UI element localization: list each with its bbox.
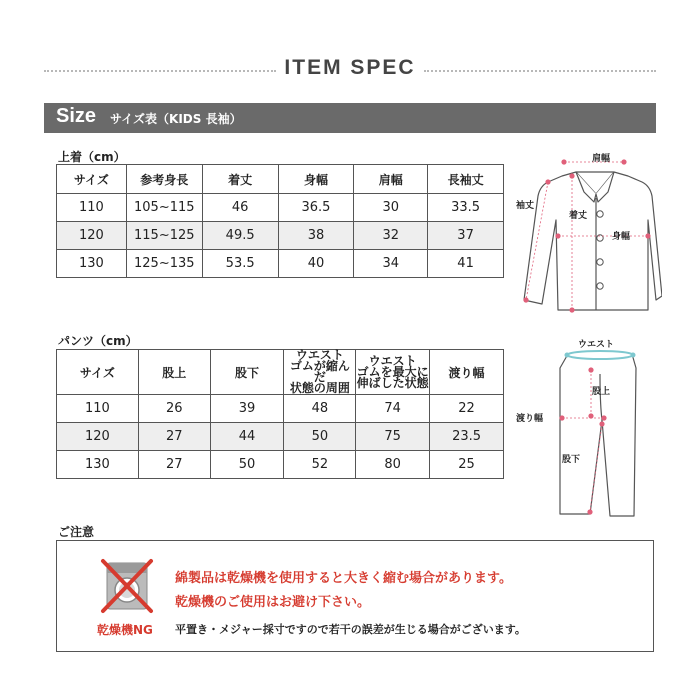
- width-label: 身幅: [612, 232, 631, 242]
- table-cell: 33.5: [428, 194, 504, 222]
- pants-size-table: [56, 349, 504, 479]
- dryer-prohibited-icon: [99, 557, 155, 615]
- pants-outline: [560, 354, 636, 516]
- table-row: [57, 250, 504, 278]
- tops-size-table: [56, 164, 504, 278]
- table-cell: 22: [430, 395, 504, 423]
- page-title: ITEM SPEC: [284, 56, 416, 79]
- column-header: ウエスト ゴムを最大に 伸ばした状態: [356, 350, 430, 395]
- rise-label: 股上: [592, 387, 611, 397]
- inseam-label: 股下: [562, 455, 581, 465]
- table-cell: 125~135: [126, 250, 202, 278]
- column-header: サイズ: [57, 350, 139, 395]
- table-cell: 48: [284, 395, 356, 423]
- table-cell: 120: [57, 222, 127, 250]
- table-cell: 25: [430, 451, 504, 479]
- table-cell: 50: [284, 423, 356, 451]
- table-cell: 80: [356, 451, 430, 479]
- waistband-marker: [567, 351, 633, 359]
- table-cell: 53.5: [202, 250, 278, 278]
- table-cell: 36.5: [278, 194, 354, 222]
- table-cell: 74: [356, 395, 430, 423]
- warning-line-2: 乾燥機のご使用はお避け下さい。: [175, 595, 371, 610]
- tops-caption: 上着（cm）: [58, 150, 126, 164]
- button-dot: [597, 259, 603, 265]
- table-cell: 120: [57, 423, 139, 451]
- section-header: [0, 52, 700, 88]
- header-divider-left: [44, 70, 276, 72]
- table-cell: 44: [210, 423, 284, 451]
- warning-line-1: 綿製品は乾燥機を使用すると大きく縮む場合があります。: [175, 571, 512, 586]
- measurement-note: 平置き・メジャー採寸ですので若干の誤差が生じる場合がございます。: [175, 623, 526, 636]
- table-cell: 105~115: [126, 194, 202, 222]
- table-cell: 130: [57, 451, 139, 479]
- table-row: [57, 451, 504, 479]
- thigh-label: 渡り幅: [516, 414, 544, 424]
- table-cell: 34: [354, 250, 428, 278]
- column-header: 着丈: [202, 165, 278, 194]
- notice-box: [56, 540, 654, 652]
- table-cell: 39: [210, 395, 284, 423]
- pants-diagram: [514, 334, 654, 520]
- table-header-row: [57, 165, 504, 194]
- table-row: [57, 222, 504, 250]
- shoulder-label: 肩幅: [592, 154, 611, 164]
- table-cell: 41: [428, 250, 504, 278]
- column-header: 股上: [138, 350, 210, 395]
- column-header: 参考身長: [126, 165, 202, 194]
- length-label: 着丈: [569, 211, 588, 221]
- table-cell: 40: [278, 250, 354, 278]
- column-header: 肩幅: [354, 165, 428, 194]
- table-cell: 110: [57, 194, 127, 222]
- column-header: 股下: [210, 350, 284, 395]
- table-cell: 52: [284, 451, 356, 479]
- dryer-ng-label: 乾燥機NG: [97, 623, 153, 637]
- table-row: [57, 395, 504, 423]
- table-cell: 130: [57, 250, 127, 278]
- table-cell: 27: [138, 423, 210, 451]
- waist-label: ウエスト: [578, 340, 615, 350]
- table-cell: 27: [138, 451, 210, 479]
- table-cell: 32: [354, 222, 428, 250]
- table-cell: 38: [278, 222, 354, 250]
- table-cell: 26: [138, 395, 210, 423]
- table-header-row: [57, 350, 504, 395]
- column-header: ウエスト ゴムが縮んだ 状態の周囲: [284, 350, 356, 395]
- table-cell: 23.5: [430, 423, 504, 451]
- table-cell: 50: [210, 451, 284, 479]
- column-header: 長袖丈: [428, 165, 504, 194]
- column-header: 渡り幅: [430, 350, 504, 395]
- table-row: [57, 194, 504, 222]
- size-heading: Size: [56, 105, 97, 127]
- table-row: [57, 423, 504, 451]
- size-section-bar: [44, 103, 656, 133]
- shirt-diagram: [512, 150, 662, 320]
- column-header: サイズ: [57, 165, 127, 194]
- table-cell: 37: [428, 222, 504, 250]
- table-cell: 49.5: [202, 222, 278, 250]
- table-cell: 110: [57, 395, 139, 423]
- column-header: 身幅: [278, 165, 354, 194]
- header-divider-right: [424, 70, 656, 72]
- button-dot: [597, 211, 603, 217]
- table-cell: 115~125: [126, 222, 202, 250]
- button-dot: [597, 283, 603, 289]
- table-cell: 46: [202, 194, 278, 222]
- size-subtitle: サイズ表（KIDS 長袖）: [110, 112, 242, 126]
- sleeve-label: 袖丈: [516, 201, 535, 211]
- notice-caption: ご注意: [58, 525, 95, 539]
- table-cell: 30: [354, 194, 428, 222]
- table-cell: 75: [356, 423, 430, 451]
- pants-caption: パンツ（cm）: [58, 334, 138, 348]
